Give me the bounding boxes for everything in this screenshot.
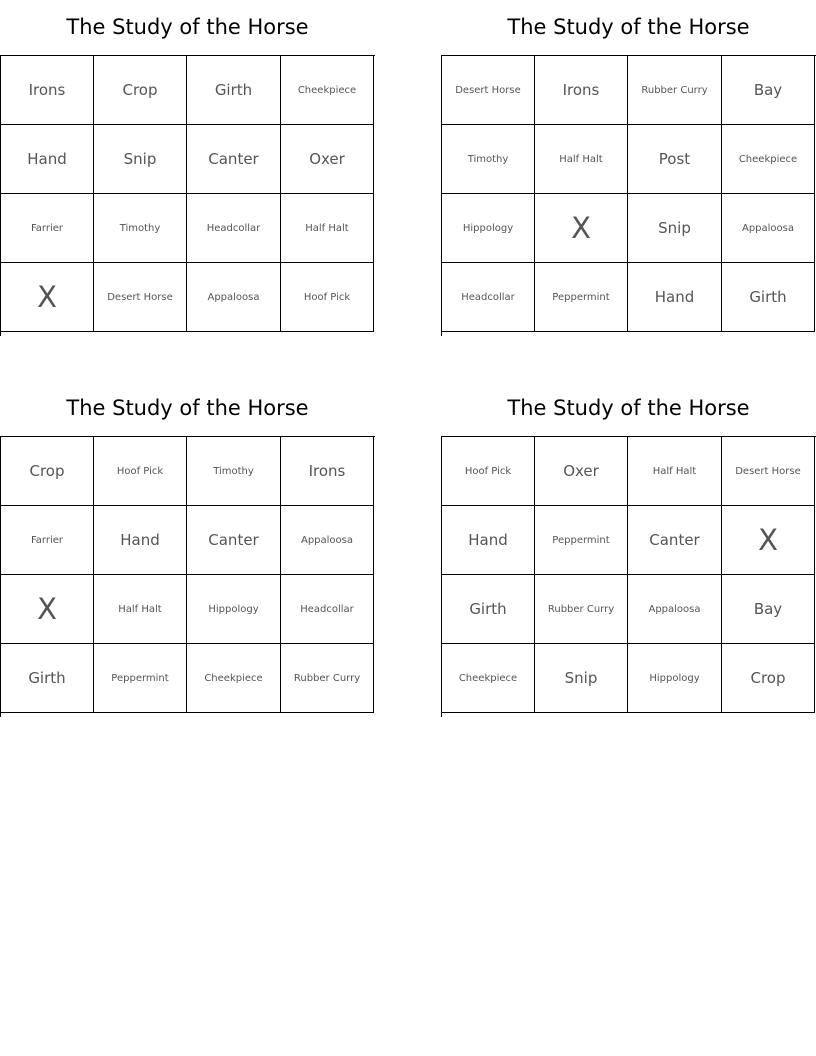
bingo-cell: Timothy: [442, 125, 535, 194]
bingo-cell: Hoof Pick: [442, 437, 535, 506]
bingo-cell: Cheekpiece: [722, 125, 815, 194]
bingo-cell: Farrier: [1, 194, 94, 263]
card-title: The Study of the Horse: [507, 15, 750, 39]
card-title: The Study of the Horse: [507, 396, 750, 420]
bingo-cell: Farrier: [1, 506, 94, 575]
bingo-cell: Peppermint: [94, 644, 187, 713]
bingo-cell: Irons: [535, 56, 628, 125]
bingo-cell: Snip: [94, 125, 187, 194]
bingo-cell: Headcollar: [442, 263, 535, 332]
bingo-grid: [0, 436, 375, 717]
bingo-cell: Bay: [722, 56, 815, 125]
bingo-cell: Post: [628, 125, 722, 194]
bingo-cell: Canter: [187, 506, 281, 575]
bingo-cell: Hoof Pick: [94, 437, 187, 506]
free-space-cell: X: [1, 575, 94, 644]
bingo-cell: Hippology: [187, 575, 281, 644]
bingo-cell: Girth: [187, 56, 281, 125]
bingo-cell: Appaloosa: [187, 263, 281, 332]
bingo-cell: Canter: [628, 506, 722, 575]
bingo-cell: Peppermint: [535, 506, 628, 575]
bingo-cell: Rubber Curry: [535, 575, 628, 644]
bingo-cell: Rubber Curry: [281, 644, 374, 713]
bingo-cell: Appaloosa: [722, 194, 815, 263]
bingo-grid: [0, 55, 375, 336]
bingo-cell: Oxer: [281, 125, 374, 194]
bingo-cell: Peppermint: [535, 263, 628, 332]
bingo-cell: Timothy: [94, 194, 187, 263]
bingo-cell: Bay: [722, 575, 815, 644]
bingo-cell: Headcollar: [281, 575, 374, 644]
bingo-cell: Rubber Curry: [628, 56, 722, 125]
bingo-cell: Crop: [1, 437, 94, 506]
bingo-cell: Canter: [187, 125, 281, 194]
bingo-cell: Cheekpiece: [442, 644, 535, 713]
bingo-cell: Desert Horse: [442, 56, 535, 125]
bingo-cell: Hand: [94, 506, 187, 575]
bingo-cell: Snip: [535, 644, 628, 713]
bingo-cell: Crop: [94, 56, 187, 125]
bingo-cell: Irons: [281, 437, 374, 506]
bingo-cell: Timothy: [187, 437, 281, 506]
free-space-cell: X: [1, 263, 94, 332]
bingo-cell: Girth: [1, 644, 94, 713]
bingo-cell: Half Halt: [281, 194, 374, 263]
bingo-cell: Half Halt: [628, 437, 722, 506]
bingo-cell: Desert Horse: [722, 437, 815, 506]
bingo-cell: Crop: [722, 644, 815, 713]
free-space-cell: X: [722, 506, 815, 575]
bingo-grid: [441, 55, 816, 336]
bingo-cell: Cheekpiece: [281, 56, 374, 125]
bingo-cell: Hippology: [628, 644, 722, 713]
bingo-cell: Hand: [1, 125, 94, 194]
bingo-cell: Half Halt: [535, 125, 628, 194]
card-title: The Study of the Horse: [66, 396, 309, 420]
bingo-cell: Hand: [442, 506, 535, 575]
bingo-cell: Cheekpiece: [187, 644, 281, 713]
bingo-cell: Half Halt: [94, 575, 187, 644]
bingo-cell: Appaloosa: [628, 575, 722, 644]
bingo-cell: Desert Horse: [94, 263, 187, 332]
bingo-cell: Hand: [628, 263, 722, 332]
bingo-cell: Snip: [628, 194, 722, 263]
card-title: The Study of the Horse: [66, 15, 309, 39]
bingo-cell: Hippology: [442, 194, 535, 263]
bingo-cell: Appaloosa: [281, 506, 374, 575]
bingo-cell: Hoof Pick: [281, 263, 374, 332]
bingo-cell: Irons: [1, 56, 94, 125]
bingo-grid: [441, 436, 816, 717]
bingo-cell: Headcollar: [187, 194, 281, 263]
bingo-cell: Girth: [442, 575, 535, 644]
free-space-cell: X: [535, 194, 628, 263]
bingo-cell: Girth: [722, 263, 815, 332]
bingo-cell: Oxer: [535, 437, 628, 506]
